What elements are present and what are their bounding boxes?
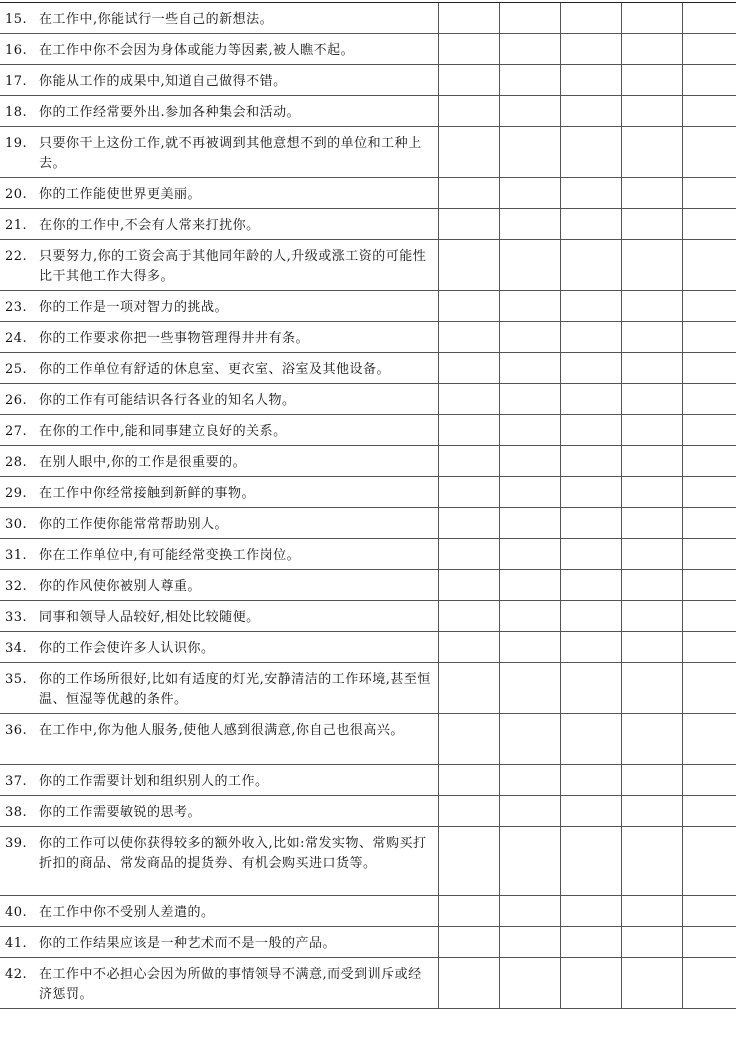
answer-cell-5[interactable] xyxy=(682,927,736,958)
survey-question-row xyxy=(0,353,736,384)
question-cell xyxy=(0,209,438,240)
question-text: 在工作中你经常接触到新鲜的事物。 xyxy=(39,486,256,501)
question-text: 你的工作要求你把一些事物管理得井井有条。 xyxy=(39,331,310,346)
question-text: 你能从工作的成果中,知道自己做得不错。 xyxy=(39,74,287,89)
answer-cell-3[interactable] xyxy=(560,322,621,353)
question-text: 你的工作可以使你获得较多的额外收入,比如:常发实物、常购买打折扣的商品、常发商品的提货券、有机会购买进口货等。 xyxy=(39,836,427,871)
survey-question-row xyxy=(0,765,736,796)
question-cell xyxy=(0,570,438,601)
answer-cell-1[interactable] xyxy=(438,415,499,446)
answer-cell-2[interactable] xyxy=(499,827,560,896)
answer-cell-1[interactable] xyxy=(438,714,499,765)
question xyxy=(0,601,438,628)
answer-cell-4[interactable] xyxy=(621,632,682,663)
answer-cell-2[interactable] xyxy=(499,322,560,353)
answer-cell-3[interactable] xyxy=(560,632,621,663)
answer-cell-5[interactable] xyxy=(682,178,736,209)
answer-cell-4[interactable] xyxy=(621,477,682,508)
question-number: 20. xyxy=(5,187,28,202)
answer-cell-5[interactable] xyxy=(682,539,736,570)
survey-question-row xyxy=(0,477,736,508)
question-number: 32. xyxy=(5,579,28,594)
question-cell xyxy=(0,632,438,663)
question-number: 39. xyxy=(5,836,28,851)
question xyxy=(0,240,438,287)
question-number: 33. xyxy=(5,610,28,625)
question xyxy=(0,384,438,411)
survey-question-row xyxy=(0,65,736,96)
answer-cell-4[interactable] xyxy=(621,765,682,796)
survey-question-row xyxy=(0,570,736,601)
survey-question-row xyxy=(0,240,736,291)
question-cell xyxy=(0,601,438,632)
question-cell xyxy=(0,765,438,796)
answer-cell-1[interactable] xyxy=(438,209,499,240)
question-text: 你的工作经常要外出.参加各种集会和活动。 xyxy=(39,105,301,120)
answer-cell-5[interactable] xyxy=(682,796,736,827)
answer-cell-3[interactable] xyxy=(560,896,621,927)
answer-cell-4[interactable] xyxy=(621,209,682,240)
answer-cell-1[interactable] xyxy=(438,240,499,291)
question-text: 在你的工作中,能和同事建立良好的关系。 xyxy=(39,424,287,439)
answer-cell-4[interactable] xyxy=(621,927,682,958)
survey-question-row xyxy=(0,927,736,958)
answer-cell-4[interactable] xyxy=(621,714,682,765)
survey-question-row xyxy=(0,796,736,827)
survey-question-row xyxy=(0,446,736,477)
question-number: 36. xyxy=(5,723,28,738)
answer-cell-1[interactable] xyxy=(438,34,499,65)
question-cell xyxy=(0,353,438,384)
question-cell xyxy=(0,508,438,539)
question-text: 你的工作场所很好,比如有适度的灯光,安静清洁的工作环境,甚至恒温、恒湿等优越的条件。 xyxy=(39,672,431,707)
answer-cell-2[interactable] xyxy=(499,353,560,384)
answer-cell-5[interactable] xyxy=(682,240,736,291)
question-number: 28. xyxy=(5,455,28,470)
question-number: 19. xyxy=(5,136,28,151)
question-number: 16. xyxy=(5,43,28,58)
answer-cell-1[interactable] xyxy=(438,601,499,632)
answer-cell-4[interactable] xyxy=(621,291,682,322)
answer-cell-1[interactable] xyxy=(438,178,499,209)
survey-question-row xyxy=(0,663,736,714)
question-cell xyxy=(0,927,438,958)
answer-cell-2[interactable] xyxy=(499,927,560,958)
question-text: 你的工作有可能结识各行各业的知名人物。 xyxy=(39,393,296,408)
answer-cell-5[interactable] xyxy=(682,65,736,96)
survey-rows xyxy=(0,3,736,1009)
answer-cell-2[interactable] xyxy=(499,663,560,714)
question-number: 17. xyxy=(5,74,28,89)
answer-cell-2[interactable] xyxy=(499,209,560,240)
question xyxy=(0,714,438,741)
question xyxy=(0,127,438,174)
answer-cell-4[interactable] xyxy=(621,958,682,1009)
question xyxy=(0,353,438,380)
answer-cell-5[interactable] xyxy=(682,827,736,896)
answer-cell-1[interactable] xyxy=(438,446,499,477)
answer-cell-2[interactable] xyxy=(499,3,560,34)
answer-cell-2[interactable] xyxy=(499,765,560,796)
answer-cell-2[interactable] xyxy=(499,539,560,570)
question-cell xyxy=(0,3,438,34)
survey-question-row xyxy=(0,209,736,240)
question-number: 29. xyxy=(5,486,28,501)
question-cell xyxy=(0,291,438,322)
question-cell xyxy=(0,384,438,415)
answer-cell-4[interactable] xyxy=(621,65,682,96)
answer-cell-2[interactable] xyxy=(499,896,560,927)
answer-cell-2[interactable] xyxy=(499,240,560,291)
answer-cell-2[interactable] xyxy=(499,65,560,96)
answer-cell-5[interactable] xyxy=(682,34,736,65)
survey-question-row xyxy=(0,632,736,663)
answer-cell-5[interactable] xyxy=(682,570,736,601)
question-cell xyxy=(0,96,438,127)
question-text: 在工作中,你为他人服务,使他人感到很满意,你自己也很高兴。 xyxy=(39,723,404,738)
answer-cell-2[interactable] xyxy=(499,796,560,827)
question xyxy=(0,539,438,566)
answer-cell-1[interactable] xyxy=(438,477,499,508)
survey-question-row xyxy=(0,291,736,322)
survey-question-row xyxy=(0,322,736,353)
answer-cell-4[interactable] xyxy=(621,663,682,714)
survey-question-row xyxy=(0,508,736,539)
question-text: 你的工作结果应该是一种艺术而不是一般的产品。 xyxy=(39,936,337,951)
answer-cell-5[interactable] xyxy=(682,96,736,127)
question-cell xyxy=(0,477,438,508)
question-cell xyxy=(0,65,438,96)
question-cell xyxy=(0,240,438,291)
answer-cell-1[interactable] xyxy=(438,353,499,384)
answer-cell-1[interactable] xyxy=(438,663,499,714)
answer-cell-1[interactable] xyxy=(438,927,499,958)
answer-cell-3[interactable] xyxy=(560,958,621,1009)
question-text: 只要努力,你的工资会高于其他同年龄的人,升级或涨工资的可能性比干其他工作大得多。 xyxy=(39,249,427,284)
answer-cell-5[interactable] xyxy=(682,958,736,1009)
answer-cell-1[interactable] xyxy=(438,96,499,127)
answer-cell-4[interactable] xyxy=(621,415,682,446)
question xyxy=(0,765,438,792)
question-number: 41. xyxy=(5,936,28,951)
question-number: 26. xyxy=(5,393,28,408)
question-cell xyxy=(0,663,438,714)
answer-cell-5[interactable] xyxy=(682,353,736,384)
answer-cell-5[interactable] xyxy=(682,209,736,240)
question-number: 23. xyxy=(5,300,28,315)
question-cell xyxy=(0,539,438,570)
answer-cell-1[interactable] xyxy=(438,796,499,827)
answer-cell-4[interactable] xyxy=(621,601,682,632)
survey-question-row xyxy=(0,415,736,446)
question-number: 22. xyxy=(5,249,28,264)
survey-question-row xyxy=(0,714,736,765)
answer-cell-3[interactable] xyxy=(560,3,621,34)
question-text: 在工作中你不受别人差遣的。 xyxy=(39,905,215,920)
answer-cell-3[interactable] xyxy=(560,291,621,322)
survey-question-row xyxy=(0,896,736,927)
answer-cell-3[interactable] xyxy=(560,240,621,291)
question-text: 只要你干上这份工作,就不再被调到其他意想不到的单位和工种上去。 xyxy=(39,136,422,171)
question xyxy=(0,291,438,318)
question-number: 30. xyxy=(5,517,28,532)
question xyxy=(0,663,438,710)
answer-cell-1[interactable] xyxy=(438,827,499,896)
answer-cell-1[interactable] xyxy=(438,539,499,570)
answer-cell-5[interactable] xyxy=(682,3,736,34)
question-cell xyxy=(0,714,438,765)
answer-cell-1[interactable] xyxy=(438,508,499,539)
question-number: 40. xyxy=(5,905,28,920)
question-number: 42. xyxy=(5,967,28,982)
question-number: 21. xyxy=(5,218,28,233)
answer-cell-3[interactable] xyxy=(560,127,621,178)
question-number: 27. xyxy=(5,424,28,439)
answer-cell-2[interactable] xyxy=(499,601,560,632)
survey-question-row xyxy=(0,827,736,896)
answer-cell-3[interactable] xyxy=(560,765,621,796)
answer-cell-2[interactable] xyxy=(499,96,560,127)
answer-cell-1[interactable] xyxy=(438,322,499,353)
question-number: 25. xyxy=(5,362,28,377)
question xyxy=(0,415,438,442)
question-text: 同事和领导人品较好,相处比较随便。 xyxy=(39,610,260,625)
answer-cell-2[interactable] xyxy=(499,415,560,446)
answer-cell-2[interactable] xyxy=(499,477,560,508)
question-text: 你的工作是一项对智力的挑战。 xyxy=(39,300,229,315)
answer-cell-5[interactable] xyxy=(682,322,736,353)
question-number: 24. xyxy=(5,331,28,346)
question xyxy=(0,477,438,504)
question-text: 你的工作需要计划和组织别人的工作。 xyxy=(39,774,269,789)
answer-cell-2[interactable] xyxy=(499,446,560,477)
answer-cell-5[interactable] xyxy=(682,601,736,632)
survey-question-row xyxy=(0,96,736,127)
answer-cell-3[interactable] xyxy=(560,34,621,65)
answer-cell-4[interactable] xyxy=(621,539,682,570)
question-text: 你的工作会使许多人认识你。 xyxy=(39,641,215,656)
question-cell xyxy=(0,415,438,446)
survey-question-row xyxy=(0,539,736,570)
question-cell xyxy=(0,178,438,209)
question-text: 在别人眼中,你的工作是很重要的。 xyxy=(39,455,247,470)
survey-question-row xyxy=(0,127,736,178)
answer-cell-2[interactable] xyxy=(499,508,560,539)
question xyxy=(0,96,438,123)
answer-cell-3[interactable] xyxy=(560,601,621,632)
answer-cell-4[interactable] xyxy=(621,446,682,477)
survey-question-row xyxy=(0,601,736,632)
answer-cell-3[interactable] xyxy=(560,353,621,384)
answer-cell-5[interactable] xyxy=(682,508,736,539)
answer-cell-4[interactable] xyxy=(621,178,682,209)
answer-cell-4[interactable] xyxy=(621,353,682,384)
answer-cell-2[interactable] xyxy=(499,34,560,65)
question xyxy=(0,209,438,236)
answer-cell-4[interactable] xyxy=(621,384,682,415)
question-text: 在工作中,你能试行一些自己的新想法。 xyxy=(39,12,274,27)
answer-cell-2[interactable] xyxy=(499,384,560,415)
question xyxy=(0,827,438,874)
answer-cell-5[interactable] xyxy=(682,632,736,663)
answer-cell-2[interactable] xyxy=(499,127,560,178)
answer-cell-1[interactable] xyxy=(438,765,499,796)
question xyxy=(0,927,438,954)
answer-cell-1[interactable] xyxy=(438,958,499,1009)
question xyxy=(0,896,438,923)
answer-cell-3[interactable] xyxy=(560,539,621,570)
question-text: 你的工作需要敏锐的思考。 xyxy=(39,805,202,820)
answer-cell-3[interactable] xyxy=(560,927,621,958)
question xyxy=(0,65,438,92)
question-text: 你在工作单位中,有可能经常变换工作岗位。 xyxy=(39,548,301,563)
answer-cell-5[interactable] xyxy=(682,714,736,765)
question-text: 你的作风使你被别人尊重。 xyxy=(39,579,202,594)
answer-cell-3[interactable] xyxy=(560,446,621,477)
question-text: 你的工作能使世界更美丽。 xyxy=(39,187,202,202)
answer-cell-4[interactable] xyxy=(621,240,682,291)
answer-cell-1[interactable] xyxy=(438,127,499,178)
answer-cell-1[interactable] xyxy=(438,384,499,415)
answer-cell-3[interactable] xyxy=(560,415,621,446)
question-text: 你的工作使你能常常帮助别人。 xyxy=(39,517,229,532)
question xyxy=(0,3,438,30)
survey-question-row xyxy=(0,34,736,65)
answer-cell-5[interactable] xyxy=(682,415,736,446)
answer-cell-3[interactable] xyxy=(560,827,621,896)
answer-cell-4[interactable] xyxy=(621,570,682,601)
survey-question-row xyxy=(0,958,736,1009)
answer-cell-3[interactable] xyxy=(560,508,621,539)
answer-cell-1[interactable] xyxy=(438,291,499,322)
answer-cell-3[interactable] xyxy=(560,796,621,827)
answer-cell-4[interactable] xyxy=(621,796,682,827)
question-cell xyxy=(0,34,438,65)
question-text: 在工作中你不会因为身体或能力等因素,被人瞧不起。 xyxy=(39,43,355,58)
question xyxy=(0,796,438,823)
answer-cell-3[interactable] xyxy=(560,477,621,508)
question-number: 15. xyxy=(5,12,28,27)
answer-cell-1[interactable] xyxy=(438,896,499,927)
question xyxy=(0,34,438,61)
answer-cell-5[interactable] xyxy=(682,477,736,508)
question xyxy=(0,570,438,597)
answer-cell-4[interactable] xyxy=(621,896,682,927)
question-number: 37. xyxy=(5,774,28,789)
question-number: 35. xyxy=(5,672,28,687)
answer-cell-1[interactable] xyxy=(438,632,499,663)
question-cell xyxy=(0,796,438,827)
question-number: 38. xyxy=(5,805,28,820)
answer-cell-2[interactable] xyxy=(499,178,560,209)
answer-cell-5[interactable] xyxy=(682,663,736,714)
answer-cell-3[interactable] xyxy=(560,570,621,601)
answer-cell-2[interactable] xyxy=(499,570,560,601)
question xyxy=(0,178,438,205)
answer-cell-4[interactable] xyxy=(621,322,682,353)
survey-question-row xyxy=(0,3,736,34)
answer-cell-5[interactable] xyxy=(682,896,736,927)
question xyxy=(0,632,438,659)
work-values-survey-table xyxy=(0,2,736,1009)
answer-cell-4[interactable] xyxy=(621,508,682,539)
answer-cell-3[interactable] xyxy=(560,384,621,415)
answer-cell-5[interactable] xyxy=(682,446,736,477)
question-cell xyxy=(0,958,438,1009)
answer-cell-2[interactable] xyxy=(499,958,560,1009)
answer-cell-3[interactable] xyxy=(560,209,621,240)
answer-cell-3[interactable] xyxy=(560,178,621,209)
answer-cell-1[interactable] xyxy=(438,3,499,34)
question-cell xyxy=(0,446,438,477)
answer-cell-5[interactable] xyxy=(682,291,736,322)
answer-cell-3[interactable] xyxy=(560,96,621,127)
question-text: 你的工作单位有舒适的休息室、更衣室、浴室及其他设备。 xyxy=(39,362,391,377)
answer-cell-2[interactable] xyxy=(499,714,560,765)
answer-cell-4[interactable] xyxy=(621,827,682,896)
question-cell xyxy=(0,322,438,353)
survey-question-row xyxy=(0,384,736,415)
answer-cell-2[interactable] xyxy=(499,291,560,322)
question xyxy=(0,322,438,349)
answer-cell-4[interactable] xyxy=(621,34,682,65)
answer-cell-3[interactable] xyxy=(560,714,621,765)
answer-cell-4[interactable] xyxy=(621,127,682,178)
question-number: 31. xyxy=(5,548,28,563)
question-cell xyxy=(0,127,438,178)
answer-cell-4[interactable] xyxy=(621,3,682,34)
question-number: 18. xyxy=(5,105,28,120)
question-cell xyxy=(0,896,438,927)
question xyxy=(0,446,438,473)
answer-cell-1[interactable] xyxy=(438,65,499,96)
question-text: 在工作中不必担心会因为所做的事情领导不满意,而受到训斥或经济惩罚。 xyxy=(39,967,422,1002)
answer-cell-3[interactable] xyxy=(560,663,621,714)
survey-question-row xyxy=(0,178,736,209)
answer-cell-4[interactable] xyxy=(621,96,682,127)
answer-cell-5[interactable] xyxy=(682,765,736,796)
answer-cell-1[interactable] xyxy=(438,570,499,601)
question-cell xyxy=(0,827,438,896)
answer-cell-5[interactable] xyxy=(682,384,736,415)
question-number: 34. xyxy=(5,641,28,656)
answer-cell-5[interactable] xyxy=(682,127,736,178)
answer-cell-2[interactable] xyxy=(499,632,560,663)
question-text: 在你的工作中,不会有人常来打扰你。 xyxy=(39,218,260,233)
question xyxy=(0,958,438,1005)
question xyxy=(0,508,438,535)
answer-cell-3[interactable] xyxy=(560,65,621,96)
